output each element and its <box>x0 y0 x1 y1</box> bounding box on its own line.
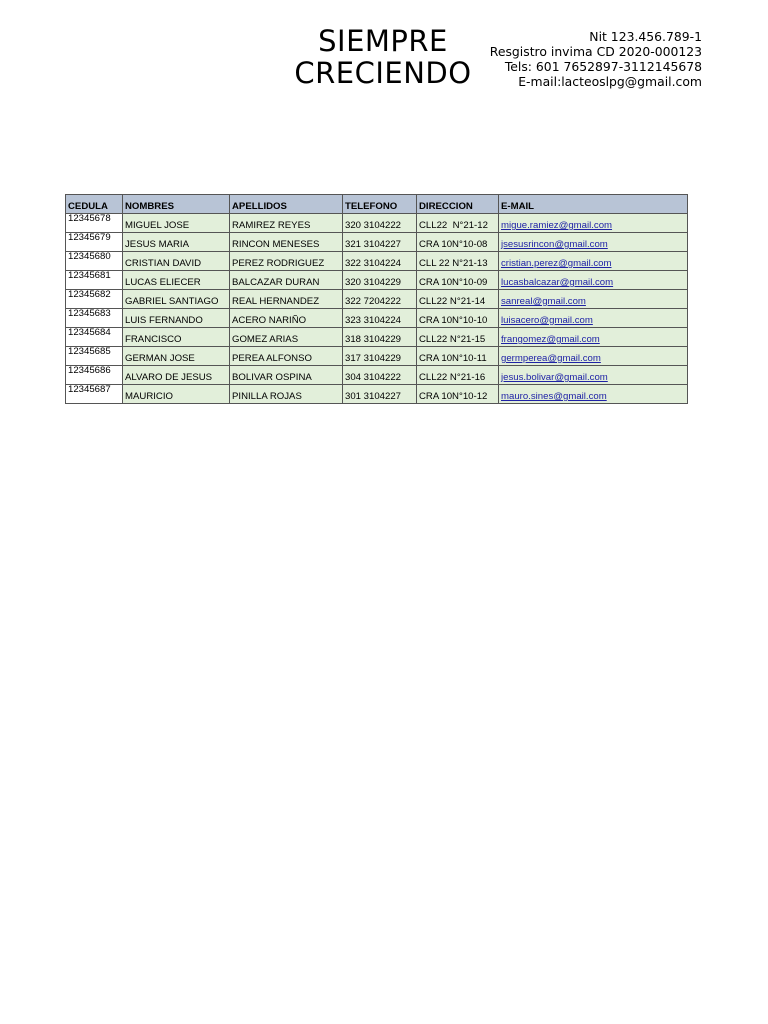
company-nit: Nit 123.456.789-1 <box>589 29 702 44</box>
table-row <box>66 328 688 347</box>
cell-telefono: 304 3104222 <box>343 366 417 385</box>
cell-email <box>499 271 688 290</box>
cell-direccion: CLL22 N°21-14 <box>417 290 499 309</box>
table-row <box>66 347 688 366</box>
cell-apellidos: GOMEZ ARIAS <box>230 328 343 347</box>
column-header-apellidos: APELLIDOS <box>230 195 343 214</box>
cell-direccion: CLL 22 N°21-13 <box>417 252 499 271</box>
cell-email <box>499 328 688 347</box>
email-link[interactable]: migue.ramiez@gmail.com <box>501 220 613 231</box>
company-brand-title <box>253 25 513 89</box>
cell-email <box>499 214 688 233</box>
cell-apellidos: PEREA ALFONSO <box>230 347 343 366</box>
cell-telefono: 322 3104224 <box>343 252 417 271</box>
cell-cedula: 12345685 <box>66 347 123 366</box>
company-info-block <box>490 29 702 89</box>
cell-apellidos: ACERO NARIÑO <box>230 309 343 328</box>
company-phones: Tels: 601 7652897-3112145678 <box>504 59 702 74</box>
cell-telefono: 301 3104227 <box>343 385 417 404</box>
cell-nombres: GERMAN JOSE <box>123 347 230 366</box>
email-link[interactable]: frangomez@gmail.com <box>501 334 600 345</box>
company-email: E-mail:lacteoslpg@gmail.com <box>518 74 702 89</box>
cell-cedula: 12345686 <box>66 366 123 385</box>
column-header-cedula: CEDULA <box>66 195 123 214</box>
cell-telefono: 320 3104222 <box>343 214 417 233</box>
cell-nombres: ALVARO DE JESUS <box>123 366 230 385</box>
cell-cedula: 12345682 <box>66 290 123 309</box>
cell-cedula: 12345684 <box>66 328 123 347</box>
cell-cedula: 12345681 <box>66 271 123 290</box>
customer-table <box>65 194 688 404</box>
column-header-direccion: DIRECCION <box>417 195 499 214</box>
cell-nombres: FRANCISCO <box>123 328 230 347</box>
email-link[interactable]: sanreal@gmail.com <box>501 296 586 307</box>
cell-nombres: MIGUEL JOSE <box>123 214 230 233</box>
cell-cedula: 12345687 <box>66 385 123 404</box>
cell-nombres: CRISTIAN DAVID <box>123 252 230 271</box>
table-header <box>66 195 688 214</box>
cell-nombres: LUIS FERNANDO <box>123 309 230 328</box>
cell-apellidos: RAMIREZ REYES <box>230 214 343 233</box>
brand-title-line-1: SIEMPRE <box>318 24 448 58</box>
cell-email <box>499 366 688 385</box>
cell-apellidos: BALCAZAR DURAN <box>230 271 343 290</box>
table-row <box>66 309 688 328</box>
table-row <box>66 214 688 233</box>
cell-direccion: CRA 10N°10-08 <box>417 233 499 252</box>
column-header-nombres: NOMBRES <box>123 195 230 214</box>
cell-direccion: CRA 10N°10-10 <box>417 309 499 328</box>
email-link[interactable]: germperea@gmail.com <box>501 353 601 364</box>
cell-apellidos: PINILLA ROJAS <box>230 385 343 404</box>
cell-nombres: GABRIEL SANTIAGO <box>123 290 230 309</box>
cell-telefono: 322 7204222 <box>343 290 417 309</box>
cell-telefono: 318 3104229 <box>343 328 417 347</box>
column-header-email: E-MAIL <box>499 195 688 214</box>
column-header-telefono: TELEFONO <box>343 195 417 214</box>
cell-cedula: 12345683 <box>66 309 123 328</box>
table-row <box>66 385 688 404</box>
cell-email <box>499 309 688 328</box>
email-link[interactable]: jesus.bolivar@gmail.com <box>501 372 608 383</box>
cell-telefono: 320 3104229 <box>343 271 417 290</box>
cell-telefono: 317 3104229 <box>343 347 417 366</box>
cell-direccion: CLL22 N°21-16 <box>417 366 499 385</box>
cell-direccion: CRA 10N°10-11 <box>417 347 499 366</box>
brand-title-line-2: CRECIENDO <box>294 56 472 90</box>
cell-telefono: 323 3104224 <box>343 309 417 328</box>
table-row <box>66 252 688 271</box>
email-link[interactable]: jsesusrincon@gmail.com <box>501 239 608 250</box>
cell-cedula: 12345679 <box>66 233 123 252</box>
email-link[interactable]: cristian.perez@gmail.com <box>501 258 612 269</box>
cell-apellidos: RINCON MENESES <box>230 233 343 252</box>
table-row <box>66 233 688 252</box>
cell-apellidos: PEREZ RODRIGUEZ <box>230 252 343 271</box>
cell-direccion: CLL22 N°21-12 <box>417 214 499 233</box>
email-link[interactable]: luisacero@gmail.com <box>501 315 593 326</box>
cell-email <box>499 233 688 252</box>
cell-email <box>499 347 688 366</box>
cell-telefono: 321 3104227 <box>343 233 417 252</box>
cell-email <box>499 385 688 404</box>
cell-nombres: LUCAS ELIECER <box>123 271 230 290</box>
table-row <box>66 271 688 290</box>
cell-direccion: CRA 10N°10-09 <box>417 271 499 290</box>
cell-email <box>499 252 688 271</box>
cell-cedula: 12345678 <box>66 214 123 233</box>
table-row <box>66 366 688 385</box>
cell-cedula: 12345680 <box>66 252 123 271</box>
cell-apellidos: REAL HERNANDEZ <box>230 290 343 309</box>
cell-direccion: CRA 10N°10-12 <box>417 385 499 404</box>
cell-email <box>499 290 688 309</box>
cell-nombres: JESUS MARIA <box>123 233 230 252</box>
email-link[interactable]: mauro.sines@gmail.com <box>501 391 607 402</box>
cell-nombres: MAURICIO <box>123 385 230 404</box>
email-link[interactable]: lucasbalcazar@gmail.com <box>501 277 614 288</box>
company-registro: Resgistro invima CD 2020-000123 <box>489 44 702 59</box>
cell-direccion: CLL22 N°21-15 <box>417 328 499 347</box>
table-header-row <box>66 195 688 214</box>
cell-apellidos: BOLIVAR OSPINA <box>230 366 343 385</box>
table-body <box>66 214 688 404</box>
table-row <box>66 290 688 309</box>
